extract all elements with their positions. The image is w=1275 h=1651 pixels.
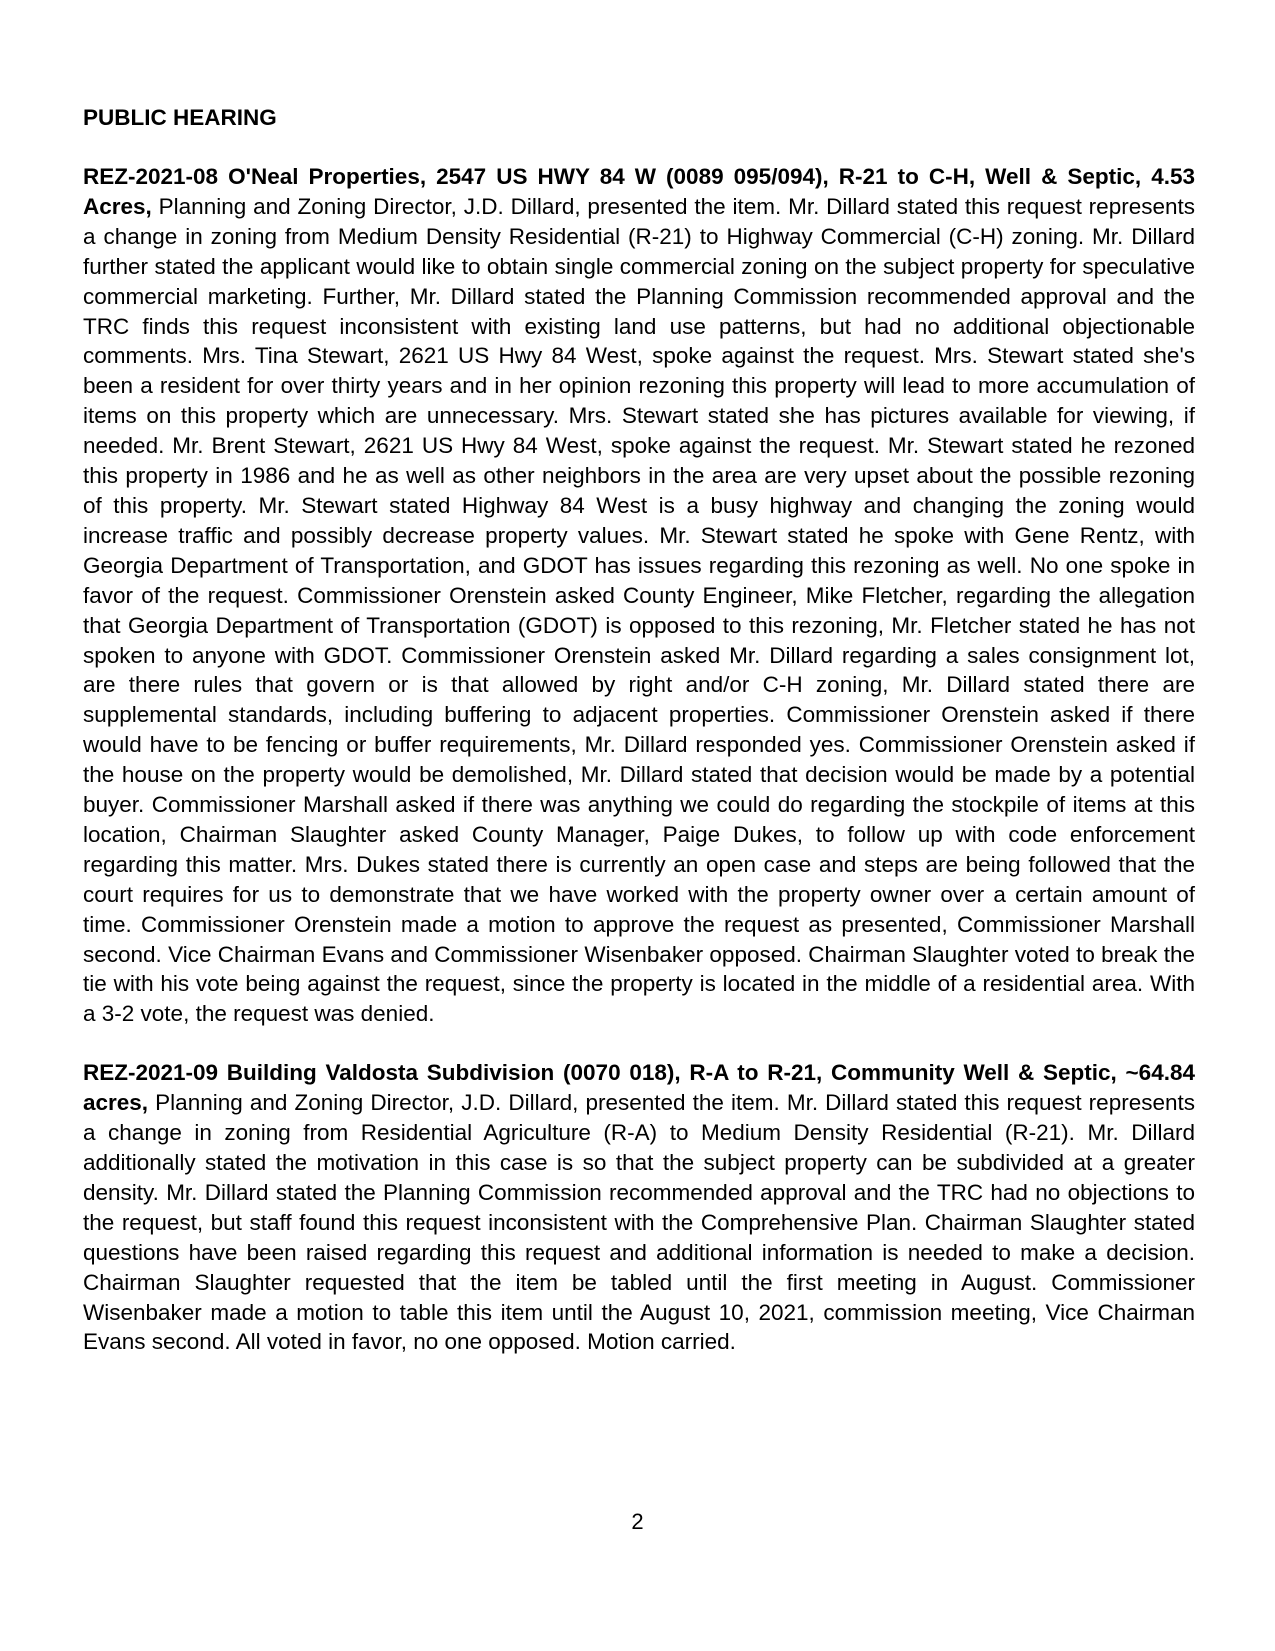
page-number: 2 [631,1509,644,1534]
agenda-item-rez-2021-09 [83,1058,1195,1357]
document-page [83,103,1195,1386]
section-heading: PUBLIC HEARING [83,105,277,130]
agenda-item-body: Planning and Zoning Director, J.D. Dillard, presented the item. Mr. Dillard stated this request represents a change in zoning from Medium Density Residential (R-21) to Highway Commercial (C-H) zoning. Mr. Dillard further stated the applicant would like to obtain single commercial zoning on the subject property for speculative commercial marketing. Further, Mr. Dillard stated the Planning Commission recommended approval and the TRC finds this request inconsistent with existing land use patterns, but had no additional objectionable comments. Mrs. Tina Stewart, 2621 US Hwy 84 West, spoke against the request. Mrs. Stewart stated she's been a resident for over thirty years and in her opinion rezoning this property will lead to more accumulation of items on this property which are unnecessary. Mrs. Stewart stated she has pictures available for viewing, if needed. Mr. Brent Stewart, 2621 US Hwy 84 West, spoke against the request. Mr. Stewart stated he rezoned this property in 1986 and he as well as other neighbors in the area are very upset about the possible rezoning of this property. Mr. Stewart stated Highway 84 West is a busy highway and changing the zoning would increase traffic and possibly decrease property values. Mr. Stewart stated he spoke with Gene Rentz, with Georgia Department of Transportation, and GDOT has issues regarding this rezoning as well. No one spoke in favor of the request. Commissioner Orenstein asked County Engineer, Mike Fletcher, regarding the allegation that Georgia Department of Transportation (GDOT) is opposed to this rezoning, Mr. Fletcher stated he has not spoken to anyone with GDOT. Commissioner Orenstein asked Mr. Dillard regarding a sales consignment lot, are there rules that govern or is that allowed by right and/or C-H zoning, Mr. Dillard stated there are supplemental standards, including buffering to adjacent properties. Commissioner Orenstein asked if there would have to be fencing or buffer requirements, Mr. Dillard responded yes. Commissioner Orenstein asked if the house on the property would be demolished, Mr. Dillard stated that decision would be made by a potential buyer. Commissioner Marshall asked if there was anything we could do regarding the stockpile of items at this location, Chairman Slaughter asked County Manager, Paige Dukes, to follow up with code enforcement regarding this matter. Mrs. Dukes stated there is currently an open case and steps are being followed that the court requires for us to demonstrate that we have worked with the property owner over a certain amount of time. Commissioner Orenstein made a motion to approve the request as presented, Commissioner Marshall second. Vice Chairman Evans and Commissioner Wisenbaker opposed. Chairman Slaughter voted to break the tie with his vote being against the request, since the property is located in the middle of a residential area. With a 3-2 vote, the request was denied. [83,193,1195,1027]
agenda-item-title: REZ-2021-08 O'Neal Properties, 2547 US HWY 84 W (0089 095/094), R-21 to C-H, Well & Septic, 4.53 Acres, [83,164,1195,219]
agenda-item-rez-2021-08 [83,162,1195,1029]
agenda-item-body: Planning and Zoning Director, J.D. Dillard, presented the item. Mr. Dillard stated this request represents a change in zoning from Residential Agriculture (R-A) to Medium Density Residential (R-21). Mr. Dillard additionally stated the motivation in this case is so that the subject property can be subdivided at a greater density. Mr. Dillard stated the Planning Commission recommended approval and the TRC had no objections to the request, but staff found this request inconsistent with the Comprehensive Plan. Chairman Slaughter stated questions have been raised regarding this request and additional information is needed to make a decision. Chairman Slaughter requested that the item be tabled until the first meeting in August. Commissioner Wisenbaker made a motion to table this item until the August 10, 2021, commission meeting, Vice Chairman Evans second. All voted in favor, no one opposed. Motion carried. [83,1090,1195,1355]
agenda-item-title: REZ-2021-09 Building Valdosta Subdivision (0070 018), R-A to R-21, Community Well & Septic, ~64.84 acres, [83,1060,1195,1116]
